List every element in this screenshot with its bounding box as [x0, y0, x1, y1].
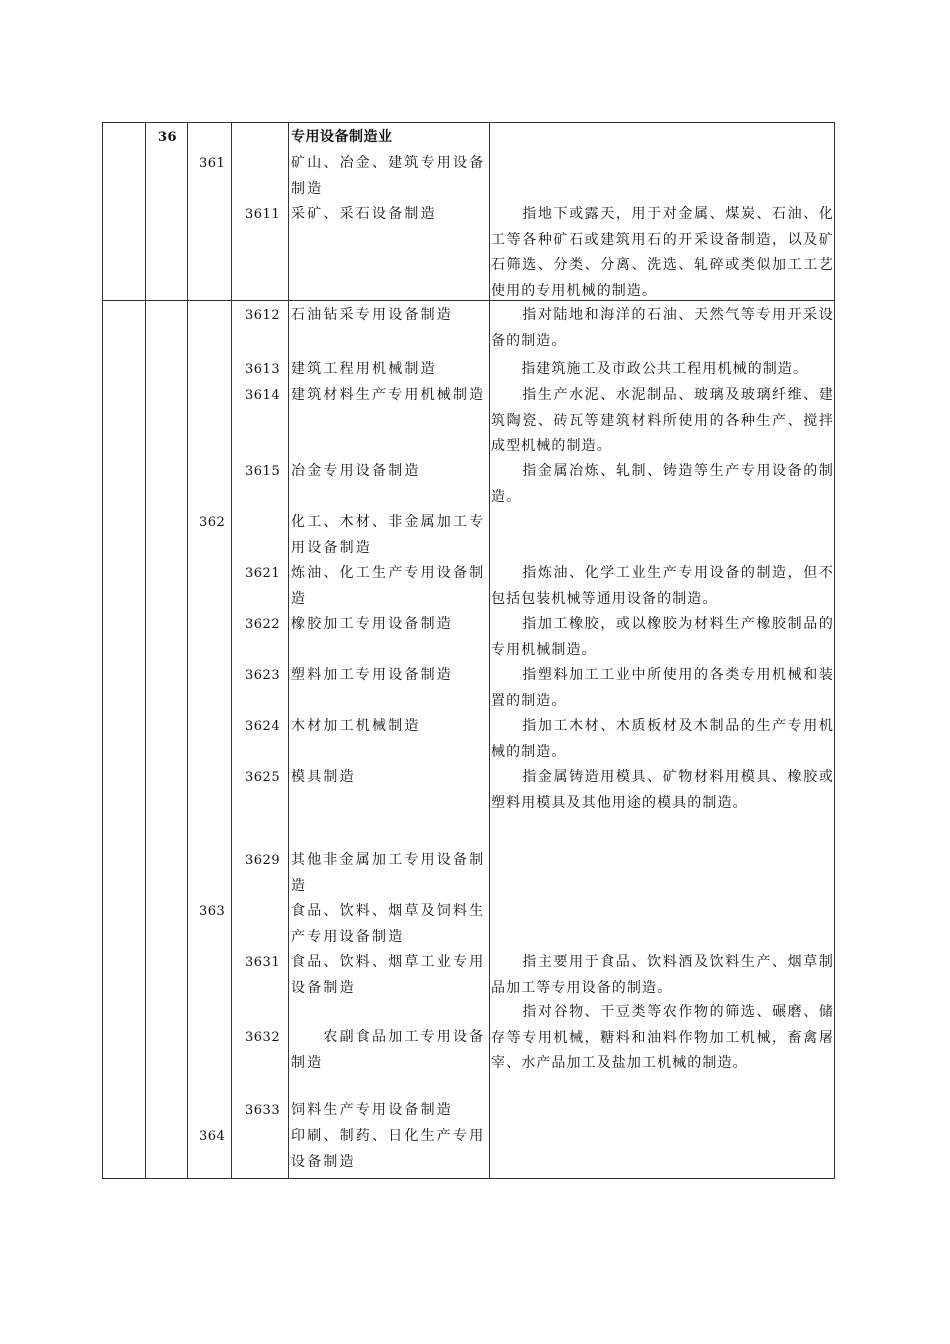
class-code: 3633 — [245, 1103, 281, 1118]
class-code: 3629 — [245, 853, 281, 868]
class-code: 3625 — [245, 770, 281, 785]
class-description: 指加工木材、木质板材及木制品的生产专用机械的制造。 — [491, 718, 834, 760]
class-code: 3623 — [245, 668, 281, 683]
group-name: 化工、木材、非金属加工专用设备制造 — [291, 514, 486, 556]
class-name: 木材加工机械制造 — [291, 718, 421, 734]
class-name: 建筑材料生产专用机械制造 — [291, 387, 486, 403]
class-code: 3621 — [245, 566, 281, 581]
group-code: 361 — [199, 156, 226, 171]
class-description: 指对谷物、干豆类等农作物的筛选、碾磨、储存等专用机械，糖料和油料作物加工机械，畜禽屠宰、水产品加工及盐加工机械的制造。 — [491, 1004, 834, 1071]
column-divider — [489, 122, 490, 1179]
class-name: 其他非金属加工专用设备制造 — [291, 852, 486, 894]
class-name: 塑料加工专用设备制造 — [291, 667, 453, 683]
class-code: 3613 — [245, 362, 281, 377]
table-border-left — [102, 122, 103, 1179]
class-description: 指生产水泥、水泥制品、玻璃及玻璃纤维、建筑陶瓷、砖瓦等建筑材料所使用的各种生产、搅拌成型机械的制造。 — [491, 387, 834, 454]
class-description: 指加工橡胶，或以橡胶为材料生产橡胶制品的专用机械制造。 — [491, 616, 834, 658]
class-code: 3622 — [245, 617, 281, 632]
class-description: 指建筑施工及市政公共工程用机械的制造。 — [491, 361, 809, 377]
class-name: 农副食品加工专用设备制造 — [291, 1029, 486, 1071]
class-name: 食品、饮料、烟草工业专用设备制造 — [291, 954, 486, 996]
group-code: 363 — [199, 904, 226, 919]
group-name: 印刷、制药、日化生产专用设备制造 — [291, 1128, 486, 1170]
class-name: 炼油、化工生产专用设备制造 — [291, 565, 486, 607]
class-name: 橡胶加工专用设备制造 — [291, 616, 453, 632]
class-name: 建筑工程用机械制造 — [291, 361, 437, 377]
class-description: 指金属铸造用模具、矿物材料用模具、橡胶或塑料用模具及其他用途的模具的制造。 — [491, 769, 834, 811]
class-description: 指金属冶炼、轧制、铸造等生产专用设备的制造。 — [491, 463, 834, 505]
class-description: 指炼油、化学工业生产专用设备的制造，但不包括包装机械等通用设备的制造。 — [491, 565, 834, 607]
class-description: 指对陆地和海洋的石油、天然气等专用开采设备的制造。 — [491, 307, 834, 349]
table-border-top — [102, 122, 835, 123]
class-name: 饲料生产专用设备制造 — [291, 1102, 453, 1118]
class-name: 采矿、采石设备制造 — [291, 206, 437, 222]
class-code: 3614 — [245, 388, 281, 403]
class-code: 3624 — [245, 719, 281, 734]
group-code: 362 — [199, 515, 226, 530]
class-description: 指主要用于食品、饮料酒及饮料生产、烟草制品加工等专用设备的制造。 — [491, 954, 834, 996]
group-name: 矿山、冶金、建筑专用设备制造 — [291, 155, 486, 197]
division-code: 36 — [158, 130, 178, 145]
column-divider — [288, 122, 289, 1179]
table-border-bottom — [102, 1178, 835, 1179]
class-code: 3632 — [245, 1030, 281, 1045]
class-code: 3631 — [245, 955, 281, 970]
class-name: 石油钻采专用设备制造 — [291, 307, 453, 323]
group-name: 食品、饮料、烟草及饲料生产专用设备制造 — [291, 903, 486, 945]
table-border-right — [834, 122, 835, 1179]
class-description: 指塑料加工工业中所使用的各类专用机械和装置的制造。 — [491, 667, 834, 709]
division-name: 专用设备制造业 — [291, 129, 393, 145]
group-code: 364 — [199, 1129, 226, 1144]
class-name: 冶金专用设备制造 — [291, 463, 421, 479]
class-code: 3612 — [245, 308, 281, 323]
column-divider — [231, 122, 232, 1179]
class-code: 3615 — [245, 464, 281, 479]
class-name: 模具制造 — [291, 769, 356, 785]
class-description: 指地下或露天，用于对金属、煤炭、石油、化工等各种矿石或建筑用石的开采设备制造，以及矿石筛选、分类、分离、洗选、轧碎或类似加工工艺使用的专用机械的制造。 — [491, 206, 834, 299]
class-code: 3611 — [245, 207, 281, 222]
column-divider — [145, 122, 146, 1179]
column-divider — [187, 122, 188, 1179]
